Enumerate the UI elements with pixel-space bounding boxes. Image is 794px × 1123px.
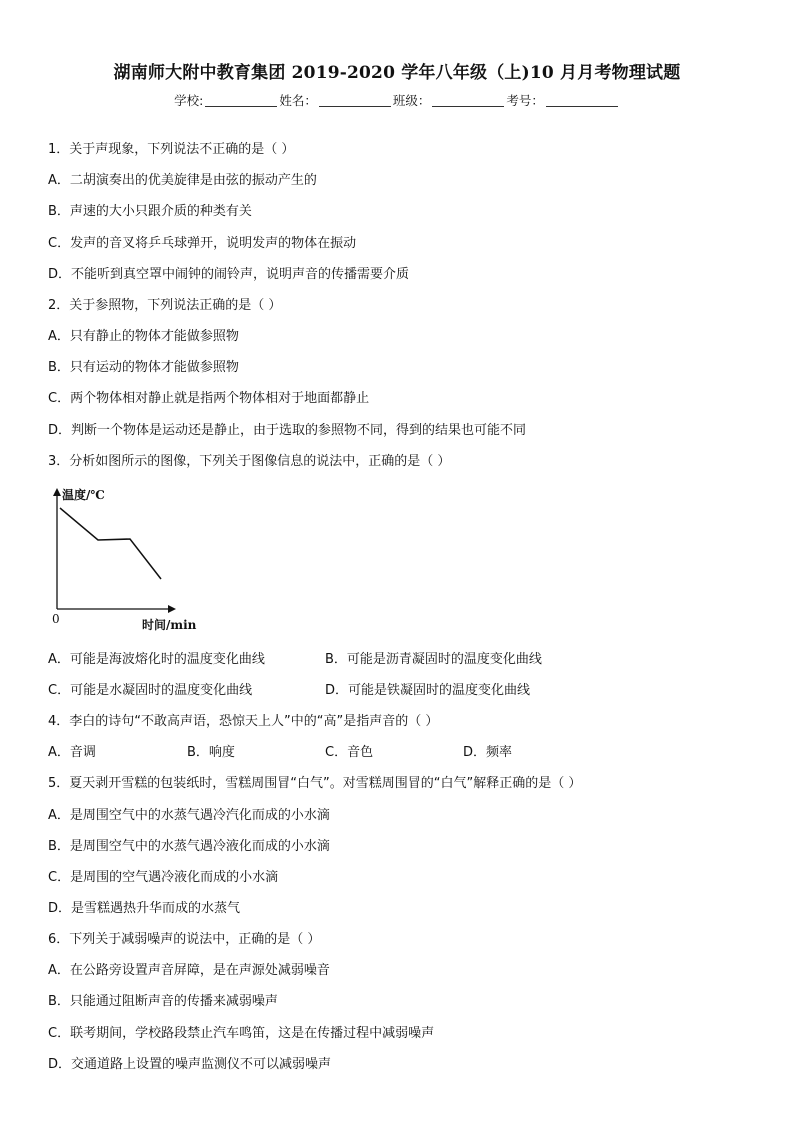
school-blank[interactable] [205,94,277,107]
question-3-option-a[interactable]: A．可能是海波熔化时的温度变化曲线 [48,652,265,667]
class-blank[interactable] [432,94,504,107]
question-6-option-d[interactable]: D．交通道路上设置的噪声监测仪不可以减弱噪声 [48,1057,332,1072]
question-6-stem: 6．下列关于减弱噪声的说法中，正确的是（ ） [48,932,321,947]
question-4-option-b[interactable]: B．响度 [187,745,235,760]
exam-no-blank[interactable] [546,94,618,107]
question-6-option-c[interactable]: C．联考期间，学校路段禁止汽车鸣笛，这是在传播过程中减弱噪声 [48,1026,435,1041]
exam-no-label: 考号： [506,93,544,108]
x-axis-label: 时间/min [142,618,197,632]
question-3-option-d[interactable]: D．可能是铁凝固时的温度变化曲线 [325,683,531,698]
question-2-stem: 2．关于参照物，下列说法正确的是（ ） [48,298,282,313]
school-label: 学校: [174,93,204,108]
question-4-option-d[interactable]: D．频率 [463,745,513,760]
question-6-option-a[interactable]: A．在公路旁设置声音屏障，是在声源处减弱噪音 [48,963,330,978]
question-1-option-d[interactable]: D．不能听到真空罩中闹钟的闹铃声，说明声音的传播需要介质 [48,267,410,282]
page-title: 湖南师大附中教育集团 2019-2020 学年八年级（上)10 月月考物理试题 [113,63,681,83]
question-5-stem: 5．夏天剥开雪糕的包装纸时，雪糕周围冒“白气”。对雪糕周围冒的“白气”解释正确的是（ ） [48,776,582,791]
origin-label: 0 [52,612,60,626]
question-3-option-b[interactable]: B．可能是沥青凝固时的温度变化曲线 [325,652,542,667]
temperature-time-graph [44,482,204,634]
student-info-line [0,91,794,109]
name-blank[interactable] [319,94,391,107]
question-1-option-c[interactable]: C．发声的音叉将乒乓球弹开，说明发声的物体在振动 [48,236,357,251]
question-5-option-c[interactable]: C．是周围的空气遇冷液化而成的小水滴 [48,870,279,885]
question-2-option-d[interactable]: D．判断一个物体是运动还是静止，由于选取的参照物不同，得到的结果也可能不同 [48,423,527,438]
question-2-option-a[interactable]: A．只有静止的物体才能做参照物 [48,329,239,344]
question-1-option-a[interactable]: A．二胡演奏出的优美旋律是由弦的振动产生的 [48,173,317,188]
y-axis-label: 温度/℃ [62,488,105,502]
question-2-option-c[interactable]: C．两个物体相对静止就是指两个物体相对于地面都静止 [48,391,370,406]
question-3-option-c[interactable]: C．可能是水凝固时的温度变化曲线 [48,683,253,698]
question-6-option-b[interactable]: B．只能通过阻断声音的传播来减弱噪声 [48,994,278,1009]
question-5-option-b[interactable]: B．是周围空气中的水蒸气遇冷液化而成的小水滴 [48,839,330,854]
class-label: 班级： [392,93,431,108]
question-1-option-b[interactable]: B．声速的大小只跟介质的种类有关 [48,204,252,219]
question-3-stem: 3．分析如图所示的图像，下列关于图像信息的说法中，正确的是（ ） [48,454,451,469]
question-4-stem: 4．李白的诗句“不敢高声语，恐惊天上人”中的“高”是指声音的（ ） [48,714,439,729]
question-4-option-a[interactable]: A．音调 [48,745,96,760]
question-1-stem: 1．关于声现象，下列说法不正确的是（ ） [48,142,295,157]
question-5-option-d[interactable]: D．是雪糕遇热升华而成的水蒸气 [48,901,241,916]
name-label: 姓名： [279,93,317,108]
question-4-option-c[interactable]: C．音色 [325,745,374,760]
question-2-option-b[interactable]: B．只有运动的物体才能做参照物 [48,360,239,375]
question-5-option-a[interactable]: A．是周围空气中的水蒸气遇冷汽化而成的小水滴 [48,808,330,823]
cooling-curve [60,508,161,579]
